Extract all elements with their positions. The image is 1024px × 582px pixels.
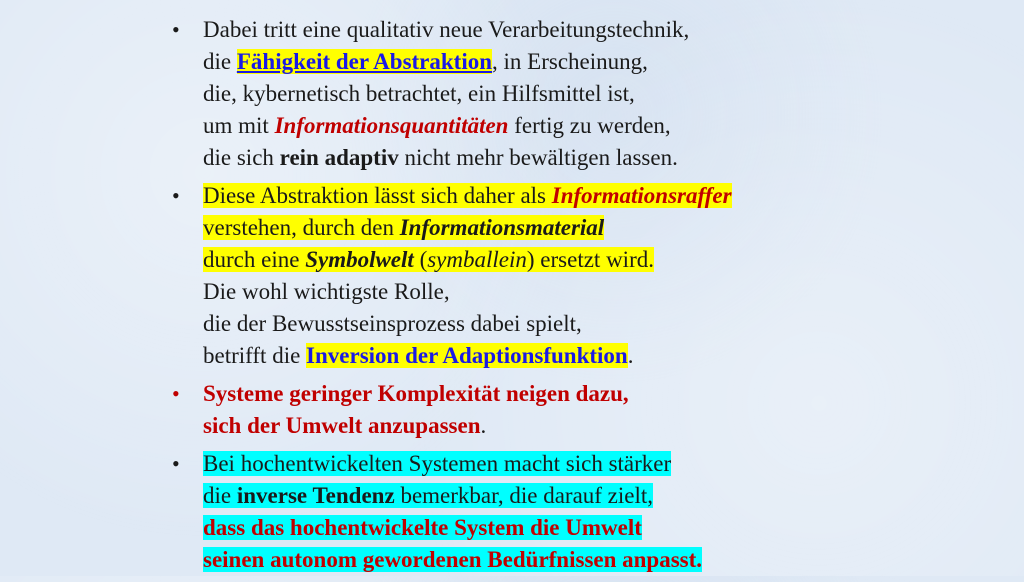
highlighted-text <box>203 483 653 508</box>
highlighted-text <box>203 451 671 476</box>
bullet-dot: • <box>172 17 180 42</box>
text: fertig zu werden, <box>508 113 671 138</box>
bullet-dot: • <box>172 451 180 476</box>
italic-symballein: symballein <box>427 247 527 272</box>
line <box>203 378 892 410</box>
text: sich der Umwelt anzupassen <box>203 413 481 438</box>
line <box>203 78 892 110</box>
text: durch eine <box>203 247 306 272</box>
bullet-item-4 <box>172 448 892 576</box>
text: ( <box>413 247 428 272</box>
text: ) ersetzt wird. <box>526 247 654 272</box>
bullet-list <box>172 14 892 582</box>
line <box>203 340 892 372</box>
line <box>203 480 892 512</box>
text: die, kybernetisch betrachtet, ein Hilfsmittel ist, <box>203 81 635 106</box>
line <box>203 512 892 544</box>
highlighted-text: dass das hochentwickelte System die Umwelt <box>203 515 642 540</box>
text: Dabei tritt eine qualitativ neue Verarbeitungstechnik, <box>203 17 690 42</box>
text: , in Erscheinung, <box>492 49 648 74</box>
text: die der Bewusstseinsprozess dabei spielt, <box>203 311 582 336</box>
text: die sich <box>203 145 280 170</box>
text: verstehen, durch den <box>203 215 400 240</box>
text: betrifft die <box>203 343 307 368</box>
emphasis-informationsquantitaeten: Informationsquantitäten <box>274 113 509 138</box>
strong-inverse-tendenz: inverse Tendenz <box>236 483 395 508</box>
text: Die wohl wichtigste Rolle, <box>203 279 450 304</box>
text: um mit <box>203 113 275 138</box>
emphasis-informationsmaterial: Informationsmaterial <box>399 215 605 240</box>
highlighted-text <box>203 215 604 240</box>
text: . <box>627 343 634 368</box>
bullet-item-2 <box>172 180 892 372</box>
strong-rein-adaptiv: rein adaptiv <box>279 145 399 170</box>
line <box>203 180 892 212</box>
bullet-dot: • <box>172 381 180 406</box>
text: die <box>203 483 237 508</box>
bullet-item-3 <box>172 378 892 442</box>
line <box>203 410 892 442</box>
line <box>203 448 892 480</box>
highlight-faehigkeit-der-abstraktion: Fähigkeit der Abstraktion <box>236 49 493 74</box>
text: Diese Abstraktion lässt sich daher als <box>203 183 552 208</box>
text: die <box>203 49 237 74</box>
line <box>203 212 892 244</box>
text: Systeme geringer Komplexität neigen dazu, <box>203 381 629 406</box>
text: nicht mehr bewältigen lassen. <box>398 145 678 170</box>
line <box>203 46 892 78</box>
highlighted-text: seinen autonom gewordenen Bedürfnissen anpasst. <box>203 547 703 572</box>
text: . <box>480 413 487 438</box>
text: bemerkbar, die darauf zielt, <box>394 483 654 508</box>
highlighted-text <box>203 183 732 208</box>
bullet-item-1 <box>172 14 892 174</box>
line <box>203 276 892 308</box>
line <box>203 244 892 276</box>
text: Bei hochentwickelten Systemen macht sich stärker <box>203 451 672 476</box>
line <box>203 14 892 46</box>
line <box>203 110 892 142</box>
bullet-dot: • <box>172 183 180 208</box>
line <box>203 544 892 576</box>
line <box>203 142 892 174</box>
line <box>203 308 892 340</box>
emphasis-informationsraffer: Informationsraffer <box>551 183 732 208</box>
emphasis-symbolwelt: Symbolwelt <box>305 247 414 272</box>
highlight-inversion-der-adaptionsfunktion: Inversion der Adaptionsfunktion <box>306 343 628 368</box>
highlighted-text <box>203 247 654 272</box>
